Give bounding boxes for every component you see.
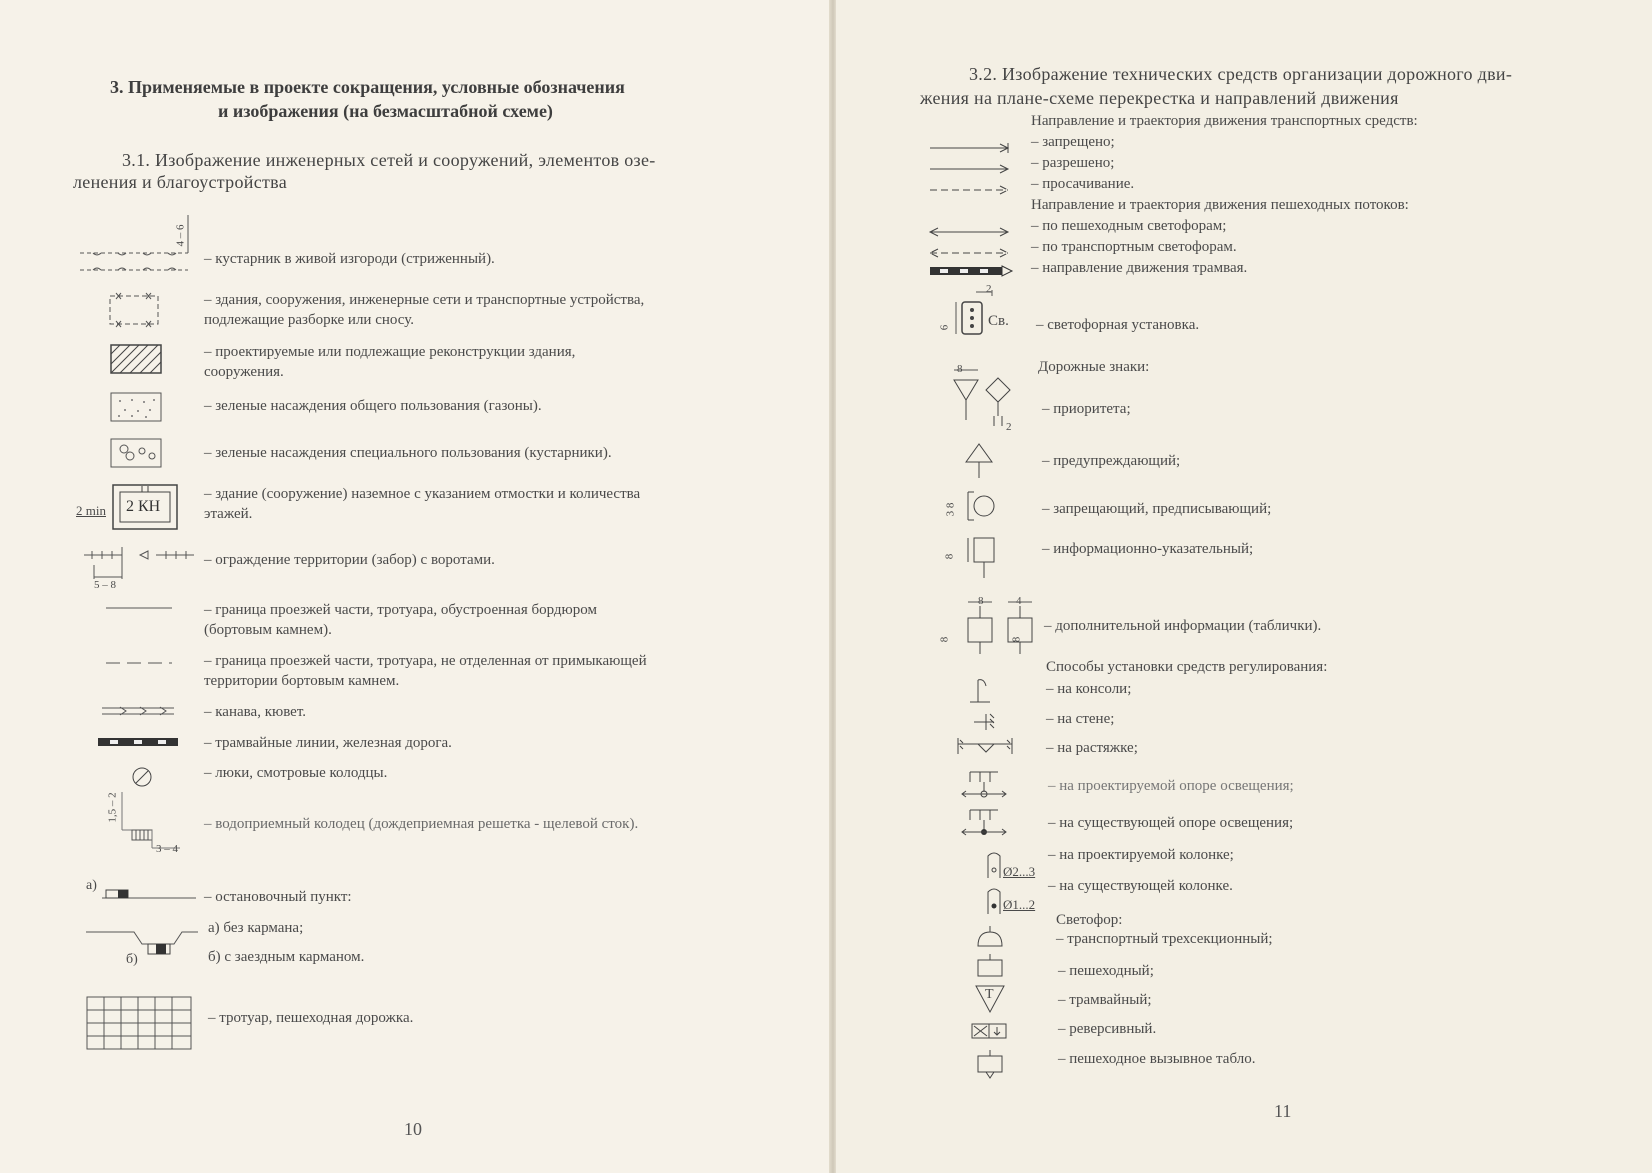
fence-dim: 5 – 8 [94, 579, 116, 591]
ped-call-panel-icon [970, 1048, 1010, 1080]
transport-allowed: – разрешено; [1031, 155, 1115, 171]
console-mount-icon [966, 676, 1006, 704]
signal-installation-text: – светофорная установка. [1036, 317, 1200, 333]
column-dim-1: Ø2...3 [1003, 864, 1036, 879]
additional-info-text: – дополнительной информации (таблички). [1044, 618, 1322, 634]
mount-projected-pole: – на проектируемой опоре освещения; [1048, 778, 1294, 794]
item-ditch-text: – канава, кювет. [204, 704, 307, 720]
signal-dim-v: 6 [938, 324, 951, 331]
pedestrian-light-icon [972, 952, 1008, 980]
building-min-dim: 2 min [76, 503, 106, 518]
item-nocurb-text-1: – граница проезжей части, тротуара, не отделенная от примыкающей [204, 653, 647, 669]
stretch-mount-icon [954, 736, 1016, 762]
additional-info-plate-icon [948, 598, 1040, 658]
signal-dim-h: 2 [986, 283, 992, 295]
building-label: 2 КН [126, 498, 161, 515]
extra-dim-c: 8 [938, 636, 951, 643]
mount-wall: – на стене; [1046, 711, 1115, 727]
pedestrian-by-traffic-lights: – по транспортным светофорам. [1031, 239, 1237, 255]
sign-dim-v1: 3 8 [944, 502, 957, 517]
curb-line-symbol [104, 605, 174, 611]
item-sidewalk-text: – тротуар, пешеходная дорожка. [208, 1010, 414, 1026]
item-building-text-1: – здание (сооружение) наземное с указанием отмостки и количества [204, 486, 641, 502]
hedge-dim: 4 – 6 [174, 224, 187, 247]
sign-priority-text: – приоритета; [1042, 401, 1131, 417]
mount-existing-column: – на существующей колонке. [1048, 878, 1233, 894]
nocurb-line-symbol [104, 660, 174, 666]
warning-sign-icon [962, 440, 996, 480]
sign-prohibitory-text: – запрещающий, предписывающий; [1042, 501, 1272, 517]
sign-dim-v2: 8 [943, 553, 956, 560]
stop-pocket-symbol [84, 924, 200, 960]
light-ped-call-panel: – пешеходное вызывное табло. [1058, 1051, 1256, 1067]
mount-title: Способы установки средств регулирования: [1046, 659, 1328, 675]
item-stop-text: – остановочный пункт: [204, 889, 352, 905]
section-3-2-line-1: 3.2. Изображение технических средств организации дорожного дви- [969, 64, 1513, 84]
info-sign-icon [954, 532, 1004, 580]
demolish-symbol [106, 292, 162, 328]
extra-dim-a: 8 [978, 595, 984, 607]
transport-seepage: – просачивание. [1031, 176, 1135, 192]
item-shrubs-text: – зеленые насаждения специального пользования (кустарники). [204, 445, 612, 461]
item-projected-text-2: сооружения. [204, 364, 284, 380]
item-building-text-2: этажей. [204, 506, 253, 522]
item-demolish-text-1: – здания, сооружения, инженерные сети и транспортные устройства, [204, 292, 645, 308]
reversible-light-icon [968, 1020, 1012, 1042]
prohibitory-sign-icon [954, 486, 1004, 526]
pedestrian-title: Направление и траектория движения пешеходных потоков: [1031, 197, 1409, 213]
mount-console: – на консоли; [1046, 681, 1132, 697]
column-dim-2: Ø1...2 [1003, 897, 1036, 912]
tram-direction-symbol [928, 265, 1014, 277]
drain-dim-h: 3 – 4 [156, 843, 178, 855]
item-stop-a-text: а) без кармана; [208, 920, 304, 936]
light-pedestrian: – пешеходный; [1058, 963, 1154, 979]
signal-label: Св. [988, 313, 1009, 329]
sign-dim-side: 2 [1006, 421, 1012, 433]
right-page [836, 0, 1652, 1173]
tram-light-letter: Т [985, 987, 994, 1002]
stop-a-label: а) [86, 878, 97, 893]
stop-no-pocket-symbol [88, 880, 198, 900]
item-stop-b-text: б) с заездным карманом. [208, 949, 365, 965]
drain-dim-v: 1,5 – 2 [106, 792, 119, 823]
extra-dim-d: 8 [1010, 636, 1023, 643]
existing-pole-icon [956, 806, 1012, 842]
sidewalk-grid-symbol [86, 996, 192, 1050]
item-curb-text-2: (бортовым камнем). [204, 622, 332, 638]
item-curb-text-1: – граница проезжей части, тротуара, обустроенная бордюром [204, 602, 597, 618]
item-drain-text: – водоприемный колодец (дождеприемная решетка - щелевой сток). [204, 816, 639, 832]
shrubs-symbol [110, 438, 162, 468]
transport-title: Направление и траектория движения транспортных средств: [1031, 113, 1418, 129]
sign-info-text: – информационно-указательный; [1042, 541, 1254, 557]
heading-line-1: 3. Применяемые в проекте сокращения, условные обозначения [110, 77, 625, 97]
extra-dim-b: 4 [1016, 595, 1022, 607]
projected-pole-icon [956, 768, 1012, 804]
ditch-symbol [100, 705, 176, 717]
section-3-1-line-2: ленения и благоустройства [73, 172, 288, 192]
mount-existing-pole: – на существующей опоре освещения; [1048, 815, 1294, 831]
projected-building-symbol [110, 344, 162, 374]
light-transport: – транспортный трехсекционный; [1056, 931, 1273, 947]
direction-arrows [928, 138, 1014, 270]
mount-projected-column: – на проектируемой колонке; [1048, 847, 1234, 863]
lawn-symbol [110, 392, 162, 422]
heading-line-2: и изображения (на безмасштабной схеме) [218, 101, 553, 121]
item-fence-text: – ограждение территории (забор) с воротами. [204, 552, 495, 568]
pedestrian-by-ped-lights: – по пешеходным светофорам; [1031, 218, 1227, 234]
wall-mount-icon [966, 710, 1006, 734]
item-demolish-text-2: подлежащие разборке или сносу. [204, 312, 414, 328]
manhole-icon [130, 765, 154, 789]
tram-line-symbol [96, 736, 180, 748]
projected-column-icon [984, 848, 1004, 880]
light-tram: – трамвайный; [1058, 992, 1152, 1008]
sign-dim-top: 8 [957, 363, 963, 375]
existing-column-icon [984, 884, 1004, 916]
sign-warning-text: – предупреждающий; [1042, 453, 1181, 469]
tram-direction: – направление движения трамвая. [1031, 260, 1248, 276]
item-nocurb-text-2: территории бортовым камнем. [204, 673, 400, 689]
transport-forbidden: – запрещено; [1031, 134, 1115, 150]
mount-stretch: – на растяжке; [1046, 740, 1138, 756]
page-number-10: 10 [404, 1119, 422, 1139]
light-reversible: – реверсивный. [1058, 1021, 1157, 1037]
section-3-1-line-1: 3.1. Изображение инженерных сетей и сооружений, элементов озе- [122, 150, 656, 170]
stop-b-label: б) [126, 952, 138, 967]
transport-light-icon [972, 924, 1008, 950]
item-manhole-text: – люки, смотровые колодцы. [204, 765, 388, 781]
item-tram-text: – трамвайные линии, железная дорога. [204, 735, 452, 751]
item-lawn-text: – зеленые насаждения общего пользования (газоны). [204, 398, 542, 414]
item-hedge-text: – кустарник в живой изгороди (стриженный). [204, 251, 495, 267]
page-number-11: 11 [1274, 1101, 1292, 1121]
lights-title: Светофор: [1056, 912, 1123, 928]
item-projected-text-1: – проектируемые или подлежащие реконструкции здания, [204, 344, 576, 360]
road-signs-title: Дорожные знаки: [1038, 359, 1150, 375]
section-3-2-line-2: жения на плане-схеме перекрестка и направлений движения [920, 88, 1399, 108]
